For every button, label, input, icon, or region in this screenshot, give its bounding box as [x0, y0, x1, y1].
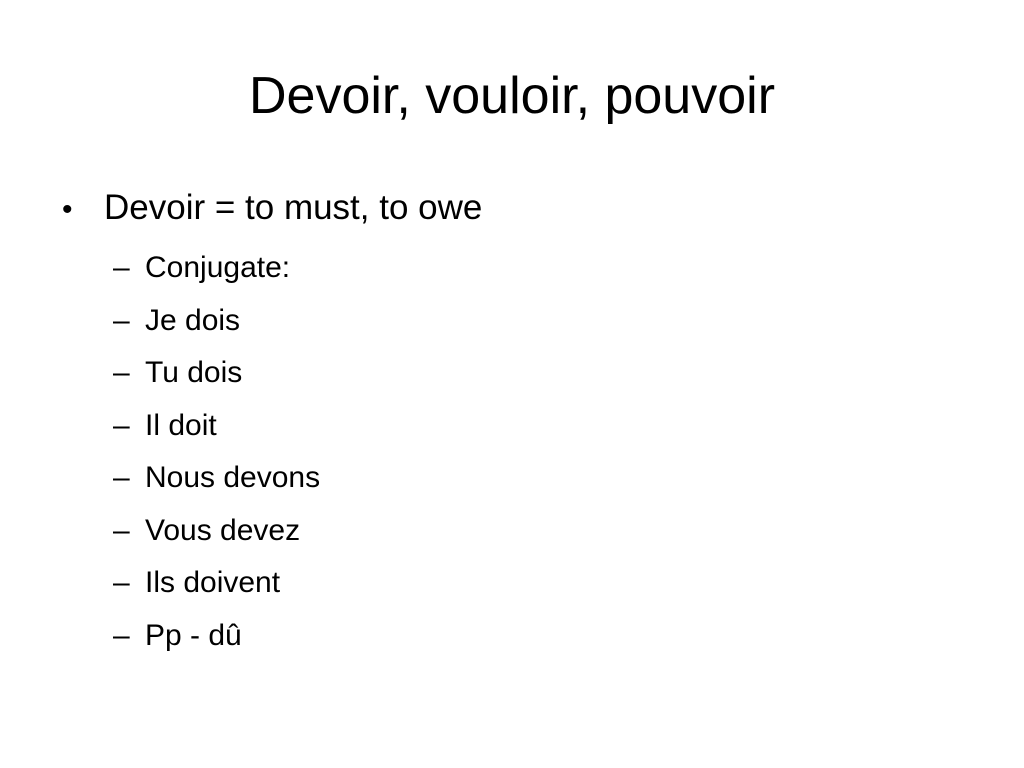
sub-bullet-text: Il doit — [145, 408, 217, 442]
bullet-marker: • — [62, 193, 73, 226]
slide-body — [58, 180, 958, 662]
bullet-item — [58, 180, 958, 236]
sub-bullet-text: Nous devons — [145, 461, 321, 494]
dash-marker: – — [113, 356, 130, 389]
dash-marker: – — [113, 251, 130, 284]
sub-bullet-text: Conjugate: — [145, 251, 291, 284]
dash-marker: – — [113, 513, 130, 547]
sub-bullet-item — [113, 610, 958, 663]
sub-bullet-text: Tu dois — [145, 356, 243, 389]
sub-bullet-text: Je dois — [145, 303, 241, 337]
sub-bullet-item — [113, 347, 958, 400]
dash-marker: – — [113, 566, 130, 599]
sub-bullet-item — [113, 295, 958, 348]
bullet-text: Devoir = to must, to owe — [104, 188, 483, 227]
sub-bullet-text: Ils doivent — [145, 566, 281, 599]
sub-bullet-item — [113, 505, 958, 558]
sub-bullet-item — [113, 557, 958, 610]
dash-marker: – — [113, 303, 130, 337]
sub-bullet-item — [113, 242, 958, 295]
sub-bullet-list — [58, 242, 958, 662]
sub-bullet-text: Vous devez — [145, 513, 301, 547]
dash-marker: – — [113, 461, 130, 494]
dash-marker: – — [113, 408, 130, 442]
slide-title: Devoir, vouloir, pouvoir — [248, 67, 776, 125]
dash-marker: – — [113, 618, 130, 652]
sub-bullet-item — [113, 452, 958, 505]
sub-bullet-text: Pp - dû — [145, 618, 242, 652]
sub-bullet-item — [113, 400, 958, 453]
